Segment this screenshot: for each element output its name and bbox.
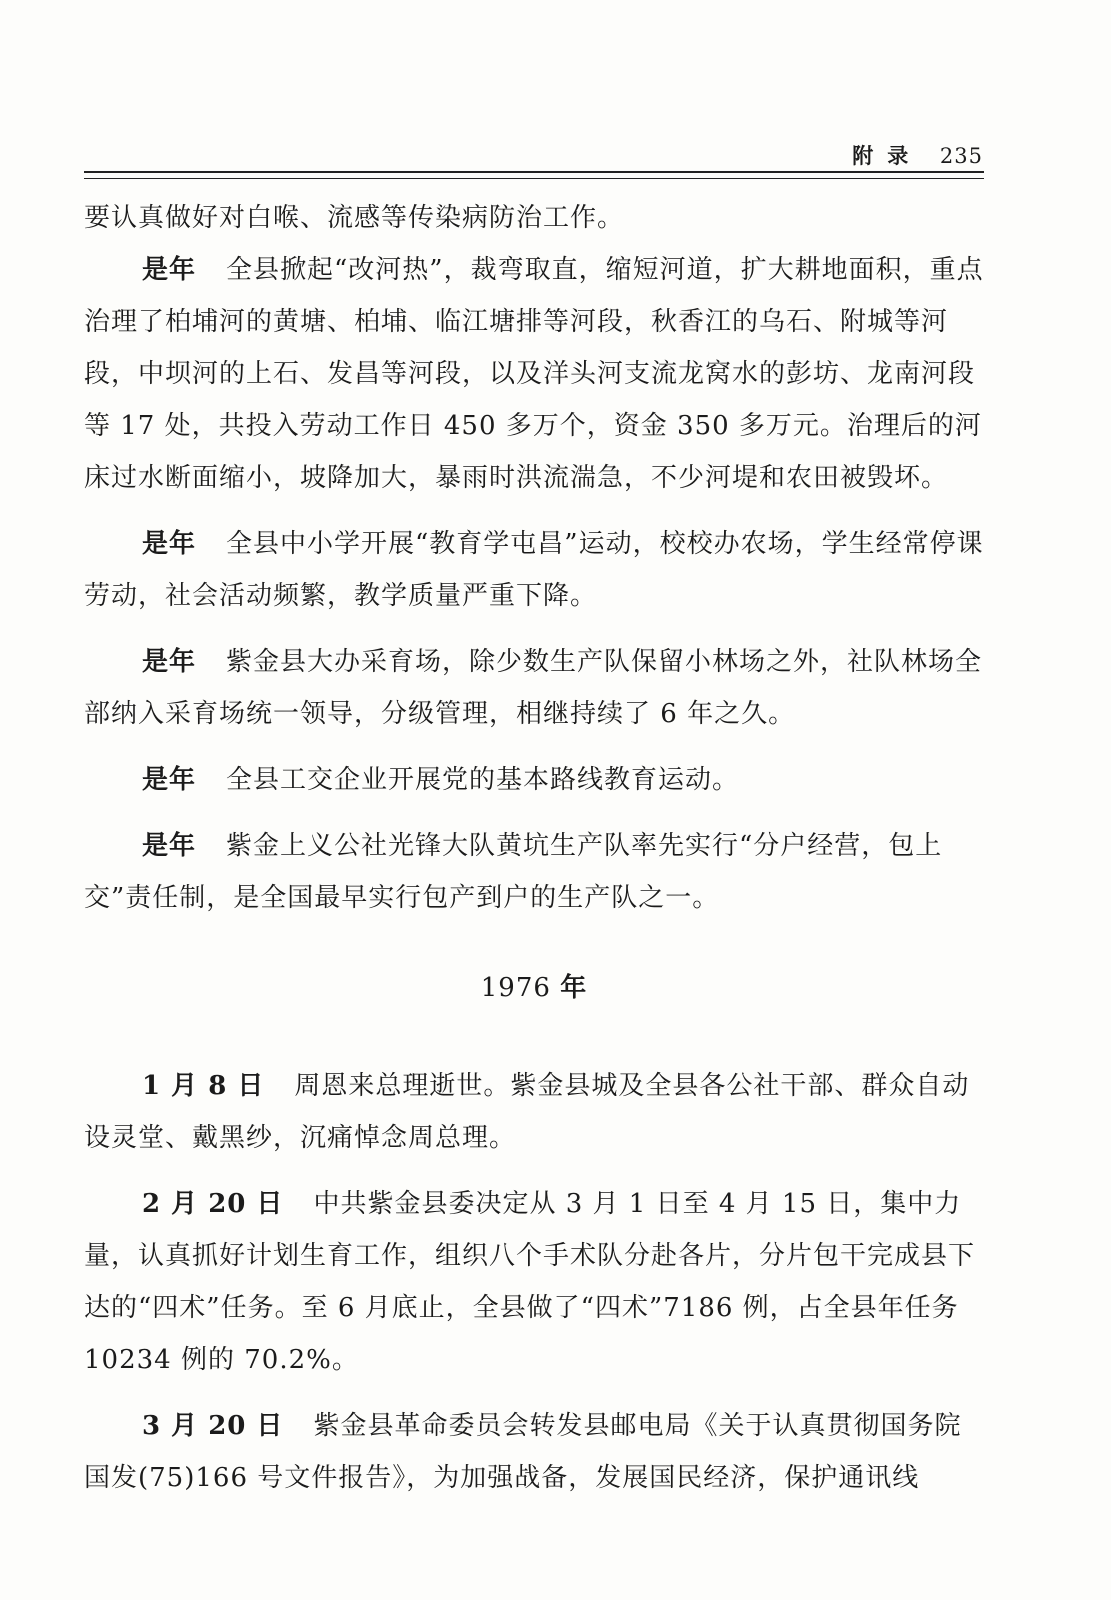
chronicle-entry: [84, 636, 984, 740]
paragraph-text: 要认真做好对白喉、流感等传染病防治工作。: [84, 203, 625, 233]
section-title: 附录: [852, 143, 923, 168]
running-head: [852, 140, 983, 170]
entry-text: 全县掀起“改河热”，裁弯取直，缩短河道，扩大耕地面积，重点治理了柏埔河的黄塘、柏埔、临江塘排等河段，秋香江的乌石、附城等河段，中坝河的上石、发昌等河段，以及洋头河支流龙窝水的彭坊、龙南河段等 17 处，共投入劳动工作日 450 多万个，资金 350 多万元。治理后的河床过水断面缩小，坡降加大，暴雨时洪流湍急，不少河堤和农田被毁坏。: [84, 255, 984, 493]
year-heading: [84, 962, 984, 1014]
chronicle-entry: [84, 244, 984, 504]
chronicle-entry: [84, 518, 984, 622]
entry-text: 中共紫金县委决定从 3 月 1 日至 4 月 15 日，集中力量，认真抓好计划生育工作，组织八个手术队分赴各片，分片包干完成县下达的“四术”任务。至 6 月底止，全县做了“四术”7186 例，占全县年任务 10234 例的 70.2%。: [84, 1189, 976, 1375]
entry-label: 是年: [142, 255, 197, 285]
page-body: [84, 192, 984, 1504]
entry-text: 紫金县大办采育场，除少数生产队保留小林场之外，社队林场全部纳入采育场统一领导，分级管理，相继持续了 6 年之久。: [84, 647, 983, 729]
entry-label: 是年: [142, 647, 197, 677]
chronicle-entry: [84, 1060, 984, 1164]
entry-text: 全县工交企业开展党的基本路线教育运动。: [226, 765, 740, 795]
entry-label: 是年: [142, 831, 197, 861]
year-word: 年: [560, 973, 588, 1003]
page-number: 235: [939, 144, 983, 168]
header-rule-thin: [84, 178, 984, 179]
entry-text: 全县中小学开展“教育学屯昌”运动，校校办农场，学生经常停课劳动，社会活动频繁，教学质量严重下降。: [84, 529, 984, 611]
entry-label: 是年: [142, 765, 197, 795]
chronicle-entry: [84, 820, 984, 924]
chronicle-entry: [84, 1400, 984, 1504]
entry-date: 2 月 20 日: [142, 1189, 284, 1219]
header-rule-thick: [84, 171, 984, 173]
entry-text: 紫金县革命委员会转发县邮电局《关于认真贯彻国务院国发(75)166 号文件报告》，为加强战备，发展国民经济，保护通讯线: [84, 1411, 962, 1493]
chronicle-entry: [84, 1178, 984, 1386]
entry-date: 3 月 20 日: [142, 1411, 284, 1441]
chronicle-entry: [84, 754, 984, 806]
entry-label: 是年: [142, 529, 197, 559]
entry-text: 周恩来总理逝世。紫金县城及全县各公社干部、群众自动设灵堂、戴黑纱，沉痛悼念周总理。: [84, 1071, 970, 1153]
entry-text: 紫金上义公社光锋大队黄坑生产队率先实行“分户经营，包上交”责任制，是全国最早实行包产到户的生产队之一。: [84, 831, 943, 913]
entry-date: 1 月 8 日: [142, 1071, 265, 1101]
year-number: 1976: [480, 973, 551, 1003]
continued-paragraph: [84, 192, 984, 244]
